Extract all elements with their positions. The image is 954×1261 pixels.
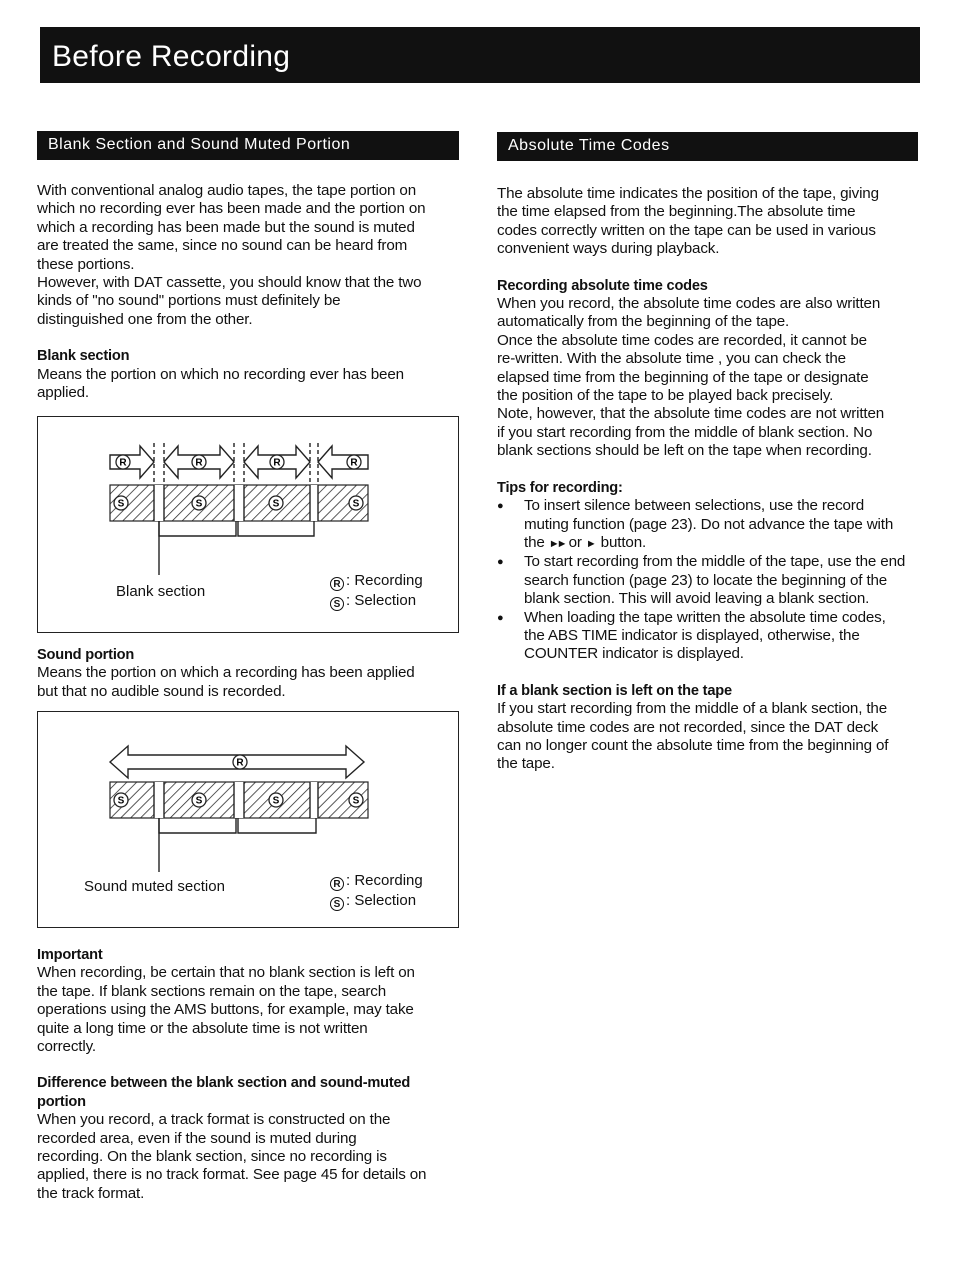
- s-marker: S: [195, 795, 203, 807]
- sound-muted-label: Sound muted section: [84, 878, 225, 895]
- left-intro: With conventional analog audio tapes, the tape portion on which no recording ever has been made and the portion on which a recording has been made but the sound is muted are treated the same, since no sound can be heard from these portions. However, with DAT cassette, you should know that the two kinds of "no sound" portions must definitely be distinguished one from the other. Blank section Means the portion on which no recording ever has been applied.: [37, 182, 462, 402]
- s-marker: S: [352, 795, 360, 807]
- list-item: ● To insert silence between selections, use the record muting function (page 23). Do not advance the tape with the ►► or ► button.: [497, 497, 922, 553]
- s-marker: S: [352, 498, 360, 510]
- blank-left-heading: If a blank section is left on the tape: [497, 682, 732, 699]
- r-marker: R: [236, 757, 244, 769]
- tips-list: [497, 497, 922, 664]
- r-marker: R: [330, 577, 344, 591]
- difference-heading: Difference between the blank section and sound-muted: [37, 1075, 411, 1092]
- s-marker: S: [272, 498, 280, 510]
- r-marker: R: [195, 457, 203, 469]
- sound-portion-text: Sound portion Means the portion on which a recording has been applied but that no audible sound is recorded.: [37, 646, 462, 701]
- s-marker: S: [117, 498, 125, 510]
- r-marker: R: [350, 457, 358, 469]
- play-icon: ►: [585, 537, 597, 550]
- tips-heading: Tips for recording:: [497, 479, 623, 496]
- s-marker: S: [330, 597, 344, 611]
- list-item: ● To start recording from the middle of the tape, use the end search function (page 23) to locate the beginning of the blank section. This will avoid leaving a blank section.: [497, 553, 922, 608]
- important-heading: Important: [37, 947, 103, 963]
- s-marker: S: [117, 795, 125, 807]
- r-marker: R: [119, 457, 127, 469]
- fast-forward-icon: ►►: [548, 537, 565, 550]
- s-marker: S: [272, 795, 280, 807]
- s-marker: S: [195, 498, 203, 510]
- important-text: Important When recording, be certain that no blank section is left on the tape. If blank sections remain on the tape, search operations using the AMS buttons, for example, may take quite a long time or the absolute time is not written correctly. Difference between the blank section and sound-muted portion When you record, a track format is constructed on the recorded area, even if the sound is muted during recording. On the blank section, since no recording is applied, there is no track format. See page 45 for details on the track format.: [37, 946, 462, 1203]
- s-marker: S: [330, 897, 344, 911]
- sound-muted-diagram: [37, 711, 459, 928]
- list-item: ● When loading the tape written the absolute time codes, the ABS TIME indicator is displayed, otherwise, the COUNTER indicator is displayed.: [497, 609, 922, 664]
- recording-codes-heading: Recording absolute time codes: [497, 277, 708, 294]
- section-title-blank-section: Blank Section and Sound Muted Portion: [37, 131, 459, 160]
- section-title-absolute-time-codes: Absolute Time Codes: [497, 132, 918, 161]
- diagram-legend: R : Recording S : Selection: [330, 571, 423, 611]
- diagram-legend: R : Recording S : Selection: [330, 871, 423, 911]
- sound-portion-heading: Sound portion: [37, 647, 135, 663]
- page-title: Before Recording: [40, 27, 920, 83]
- r-marker: R: [273, 457, 281, 469]
- right-column-text: The absolute time indicates the position of the tape, giving the time elapsed from the beginning.The absolute time codes correctly written on the tape can be used in various convenient ways during playback. Recording absolute time codes When you record, the absolute time codes are also written automatically from the beginning of the tape. Once the absolute time codes are recorded, it cannot be re-written. With the absolute time , you can check the elapsed time from the beginning of the tape or designate the position of the tape to be played back precisely. Note, however, that the absolute time codes are not written if you start recording from the middle of blank section. No blank sections should be left on the tape when recording. Tips for recording: ● To insert silence between selections, use the record muting function (page 23). Do not advance the tape with the ►► or ► button. ● To start recording from the middle of the tape, use the end search function (page 23) to locate the beginning of the blank section. This will avoid leaving a blank section. ● When loading the tape written the absolute time codes, the ABS TIME indicator is displayed, otherwise, the COUNTER indicator is displayed. If a blank section is left on the tape If you start recording from the middle of a blank section, the absolute time codes are not recorded, since the DAT deck can no longer count the absolute time from the beginning of the tape.: [497, 185, 922, 774]
- blank-section-diagram: [37, 416, 459, 633]
- blank-section-heading: Blank section: [37, 348, 130, 365]
- r-marker: R: [330, 877, 344, 891]
- blank-section-label: Blank section: [116, 583, 206, 600]
